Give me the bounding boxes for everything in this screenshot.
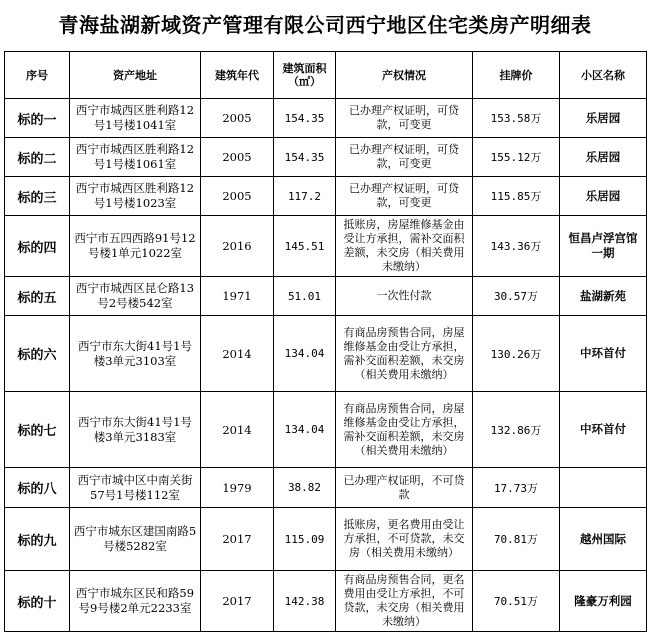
cell-price: 130.26万	[473, 316, 560, 392]
header-address: 资产地址	[70, 52, 201, 99]
header-price: 挂牌价	[473, 52, 560, 99]
cell-year: 2014	[201, 392, 274, 468]
cell-index: 标的九	[5, 508, 70, 571]
table-row	[5, 177, 647, 216]
cell-year: 2014	[201, 316, 274, 392]
table-row	[5, 316, 647, 392]
cell-rights: 抵账房，房屋维修基金由受让方承担，需补交面积差额，未交房（相关费用未缴纳）	[336, 216, 473, 277]
cell-community: 中环首付	[560, 316, 647, 392]
cell-community	[560, 468, 647, 508]
cell-address: 西宁市城西区昆仑路13号2号楼542室	[70, 277, 201, 316]
cell-price: 143.36万	[473, 216, 560, 277]
header-row	[5, 52, 647, 99]
cell-year: 1971	[201, 277, 274, 316]
document-title: 青海盐湖新域资产管理有限公司西宁地区住宅类房产明细表	[58, 13, 592, 37]
cell-area: 142.38	[274, 571, 336, 632]
table-row	[5, 508, 647, 571]
cell-rights: 已办理产权证明，可贷款，可变更	[336, 138, 473, 177]
property-table	[4, 51, 647, 632]
cell-community: 中环首付	[560, 392, 647, 468]
cell-price: 132.86万	[473, 392, 560, 468]
cell-year: 2017	[201, 508, 274, 571]
cell-rights: 有商品房预售合同，房屋维修基金由受让方承担，需补交面积差额，未交房（相关费用未缴纳）	[336, 392, 473, 468]
cell-year: 2005	[201, 138, 274, 177]
cell-area: 145.51	[274, 216, 336, 277]
cell-address: 西宁市城东区民和路59号9号楼2单元2233室	[70, 571, 201, 632]
cell-index: 标的三	[5, 177, 70, 216]
header-community: 小区名称	[560, 52, 647, 99]
cell-price: 155.12万	[473, 138, 560, 177]
cell-index: 标的四	[5, 216, 70, 277]
cell-community: 隆豪万利园	[560, 571, 647, 632]
cell-community: 乐居园	[560, 138, 647, 177]
cell-address: 西宁市东大街41号1号楼3单元3183室	[70, 392, 201, 468]
cell-address: 西宁市城西区胜利路12号1号楼1061室	[70, 138, 201, 177]
cell-index: 标的二	[5, 138, 70, 177]
cell-price: 17.73万	[473, 468, 560, 508]
cell-area: 134.04	[274, 392, 336, 468]
cell-year: 2016	[201, 216, 274, 277]
cell-index: 标的一	[5, 99, 70, 138]
header-area: 建筑面积（㎡）	[274, 52, 336, 99]
cell-year: 2017	[201, 571, 274, 632]
table-row	[5, 392, 647, 468]
cell-address: 西宁市城中区中南关街57号1号楼112室	[70, 468, 201, 508]
cell-area: 154.35	[274, 138, 336, 177]
cell-address: 西宁市城西区胜利路12号1号楼1023室	[70, 177, 201, 216]
cell-community: 恒昌卢浮宫馆一期	[560, 216, 647, 277]
cell-area: 38.82	[274, 468, 336, 508]
cell-rights: 一次性付款	[336, 277, 473, 316]
cell-community: 乐居园	[560, 177, 647, 216]
cell-year: 1979	[201, 468, 274, 508]
cell-area: 134.04	[274, 316, 336, 392]
cell-area: 115.09	[274, 508, 336, 571]
table-row	[5, 571, 647, 632]
cell-index: 标的十	[5, 571, 70, 632]
table-row	[5, 99, 647, 138]
cell-area: 154.35	[274, 99, 336, 138]
cell-rights: 已办理产权证明，不可贷款	[336, 468, 473, 508]
cell-rights: 有商品房预售合同，更名费用由受让方承担，不可贷款，未交房（相关费用未缴纳）	[336, 571, 473, 632]
cell-index: 标的五	[5, 277, 70, 316]
table-row	[5, 138, 647, 177]
header-index: 序号	[5, 52, 70, 99]
cell-price: 70.81万	[473, 508, 560, 571]
table-row	[5, 277, 647, 316]
cell-year: 2005	[201, 99, 274, 138]
cell-area: 117.2	[274, 177, 336, 216]
cell-index: 标的七	[5, 392, 70, 468]
cell-address: 西宁市东大街41号1号楼3单元3103室	[70, 316, 201, 392]
cell-year: 2005	[201, 177, 274, 216]
cell-rights: 有商品房预售合同，房屋维修基金由受让方承担，需补交面积差额，未交房（相关费用未缴纳）	[336, 316, 473, 392]
cell-area: 51.01	[274, 277, 336, 316]
cell-community: 越州国际	[560, 508, 647, 571]
cell-community: 盐湖新苑	[560, 277, 647, 316]
cell-rights: 抵账房，更名费用由受让方承担，不可贷款，未交房（相关费用未缴纳）	[336, 508, 473, 571]
cell-price: 70.51万	[473, 571, 560, 632]
table-row	[5, 468, 647, 508]
cell-price: 153.58万	[473, 99, 560, 138]
table-row	[5, 216, 647, 277]
cell-price: 115.85万	[473, 177, 560, 216]
cell-index: 标的六	[5, 316, 70, 392]
cell-address: 西宁市城西区胜利路12号1号楼1041室	[70, 99, 201, 138]
cell-price: 30.57万	[473, 277, 560, 316]
cell-index: 标的八	[5, 468, 70, 508]
cell-community: 乐居园	[560, 99, 647, 138]
cell-address: 西宁市五四西路91号12号楼1单元1022室	[70, 216, 201, 277]
header-rights: 产权情况	[336, 52, 473, 99]
cell-rights: 已办理产权证明，可贷款，可变更	[336, 99, 473, 138]
cell-rights: 已办理产权证明，可贷款，可变更	[336, 177, 473, 216]
cell-address: 西宁市城东区建国南路5号楼5282室	[70, 508, 201, 571]
header-year: 建筑年代	[201, 52, 274, 99]
